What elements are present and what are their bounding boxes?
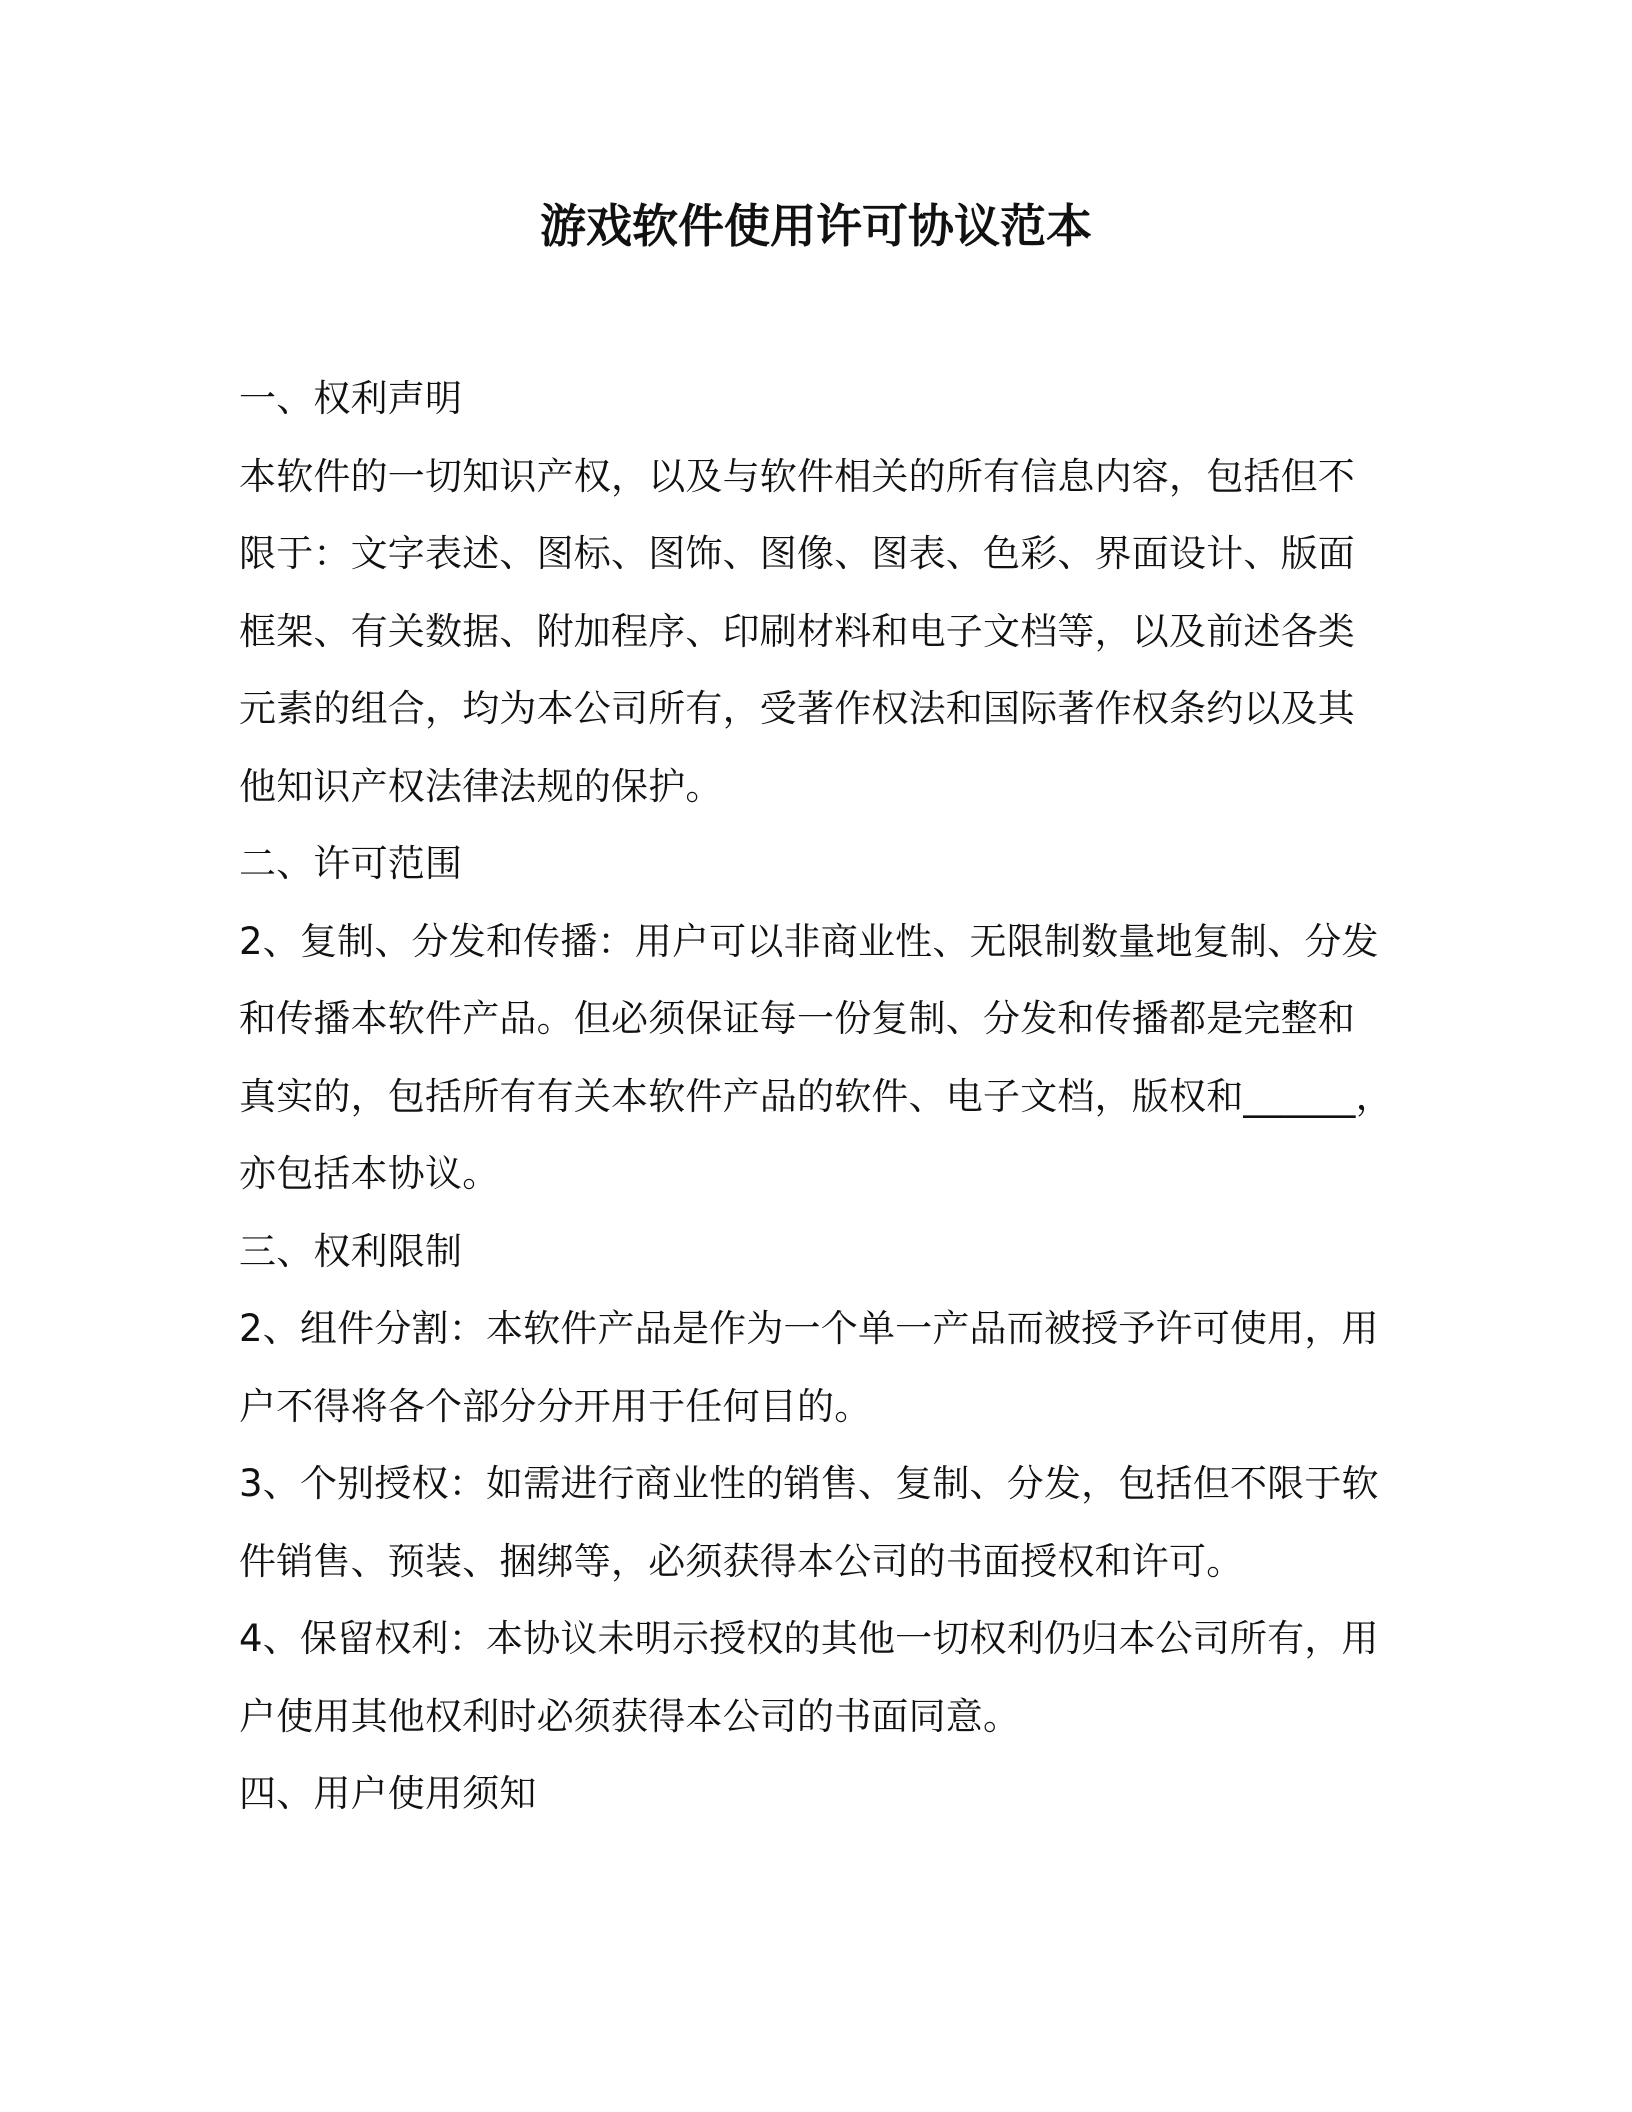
section-heading-rights-restrictions: 三、权利限制 — [239, 1229, 463, 1273]
paragraph-line: 框架、有关数据、附加程序、印刷材料和电子文档等，以及前述各类 — [239, 609, 1355, 653]
document-title: 游戏软件使用许可协议范本 — [540, 199, 1092, 253]
paragraph-line: 户使用其他权利时必须获得本公司的书面同意。 — [239, 1694, 1021, 1738]
paragraph-line: 3、个别授权：如需进行商业性的销售、复制、分发，包括但不限于软 — [239, 1462, 1379, 1505]
document-body — [239, 360, 1393, 1833]
paragraph-line: 亦包括本协议。 — [239, 1152, 500, 1195]
paragraph-line: 元素的组合，均为本公司所有，受著作权法和国际著作权条约以及其 — [239, 687, 1355, 730]
paragraph-line: 真实的，包括所有有关本软件产品的软件、电子文档，版权和______， — [239, 1074, 1393, 1118]
paragraph-line: 本软件的一切知识产权，以及与软件相关的所有信息内容，包括但不 — [239, 454, 1355, 498]
section-heading-user-notice: 四、用户使用须知 — [239, 1772, 537, 1815]
paragraph-line: 2、组件分割：本软件产品是作为一个单一产品而被授予许可使用，用 — [239, 1307, 1379, 1350]
section-heading-rights-statement: 一、权利声明 — [239, 377, 463, 420]
paragraph-line: 限于：文字表述、图标、图饰、图像、图表、色彩、界面设计、版面 — [239, 532, 1355, 575]
section-heading-license-scope: 二、许可范围 — [239, 842, 463, 885]
paragraph-line: 他知识产权法律法规的保护。 — [239, 764, 723, 808]
paragraph-line: 户不得将各个部分分开用于任何目的。 — [239, 1384, 872, 1428]
paragraph-line: 和传播本软件产品。但必须保证每一份复制、分发和传播都是完整和 — [239, 997, 1355, 1040]
paragraph-line: 2、复制、分发和传播：用户可以非商业性、无限制数量地复制、分发 — [239, 919, 1379, 963]
paragraph-line: 件销售、预装、捆绑等，必须获得本公司的书面授权和许可。 — [239, 1539, 1244, 1583]
paragraph-line: 4、保留权利：本协议未明示授权的其他一切权利仍归本公司所有，用 — [239, 1617, 1379, 1660]
